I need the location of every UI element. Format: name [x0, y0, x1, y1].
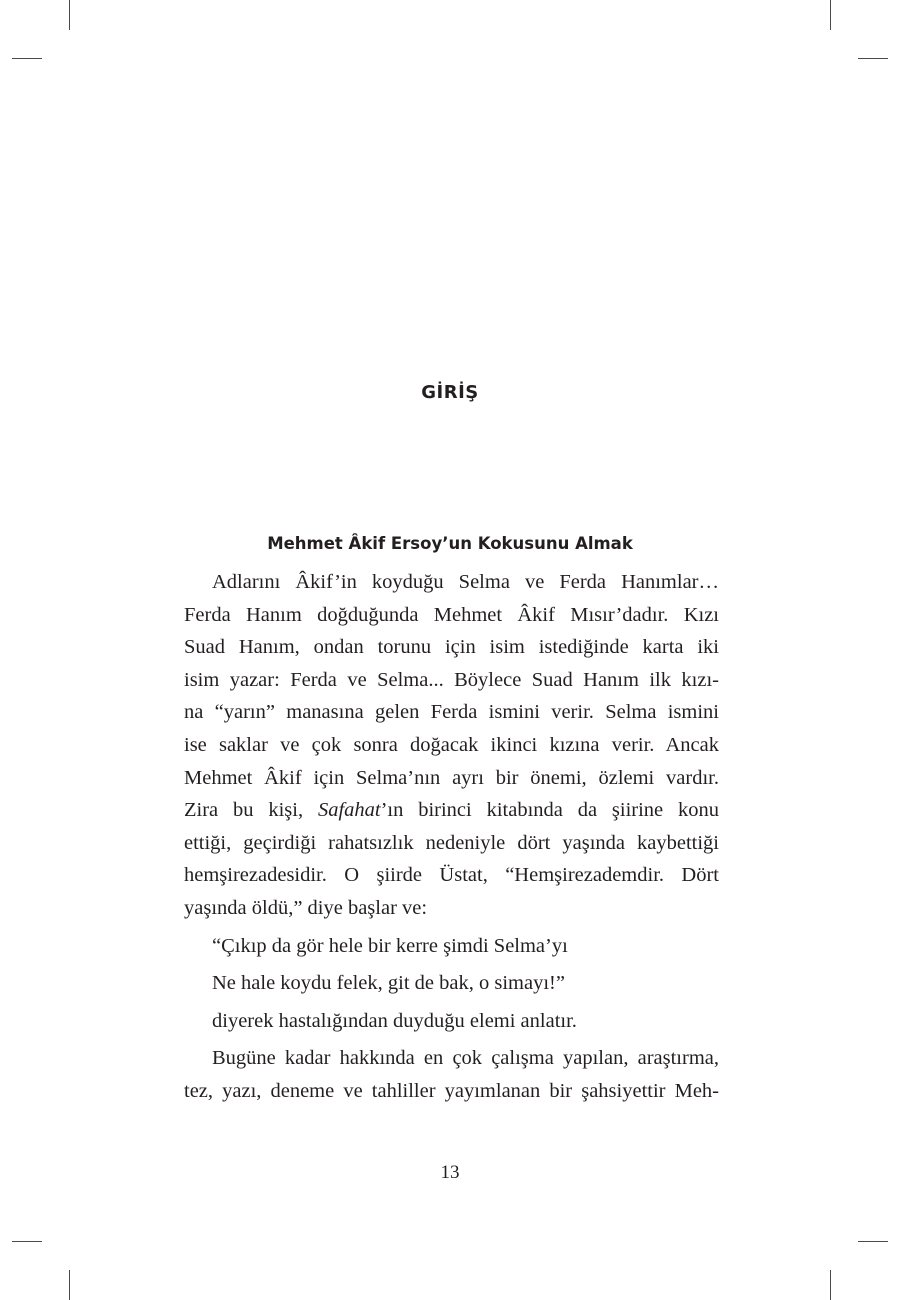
paragraph-line: Bugüne kadar hakkında en çok çalışma yapılan, araştırma, [212, 1047, 719, 1070]
crop-mark-bottom-right [830, 1270, 831, 1300]
section-title: Mehmet Âkif Ersoy’un Kokusunu Almak [267, 534, 633, 553]
text-run: ’ın birinci kitabında da şiirine konu [380, 799, 719, 822]
body-text [184, 566, 719, 1108]
paragraph-line: ettiği, geçirdiği rahatsızlık nedeniyle dört yaşında kaybettiği [184, 831, 719, 854]
paragraph-line [184, 794, 719, 827]
crop-mark-top-right [830, 0, 831, 30]
paragraph-line: Mehmet Âkif için Selma’nın ayrı bir önemi, özlemi vardır. [184, 766, 719, 789]
paragraph-line: tez, yazı, deneme ve tahliller yayımlanan bir şahsiyettir Meh- [184, 1079, 719, 1102]
page-number: 13 [440, 1162, 460, 1183]
paragraph-line: yaşında öldü,” diye başlar ve: [184, 896, 428, 919]
paragraph-line: Ferda Hanım doğduğunda Mehmet Âkif Mısır’dadır. Kızı [184, 603, 719, 626]
paragraph-line: ise saklar ve çok sonra doğacak ikinci kızına verir. Ancak [184, 733, 719, 756]
paragraph-line: na “yarın” manasına gelen Ferda ismini verir. Selma ismini [184, 701, 719, 724]
paragraph-line: Adlarını Âkif’in koyduğu Selma ve Ferda Hanımlar… [212, 571, 719, 593]
crop-mark-bottom-left [69, 1270, 70, 1300]
chapter-title: GİRİŞ [421, 382, 479, 403]
text-run: Zira bu kişi, [184, 799, 318, 822]
continuation-line: diyerek hastalığından duyduğu elemi anlatır. [212, 1009, 577, 1032]
book-title-italic: Safahat [317, 799, 381, 822]
paragraph-line: Suad Hanım, ondan torunu için isim istediğinde karta iki [184, 636, 719, 659]
crop-mark-left-bottom [12, 1241, 42, 1242]
verse-line: “Çıkıp da gör hele bir kerre şimdi Selma’yı [212, 934, 568, 957]
crop-mark-top-left [69, 0, 70, 30]
crop-mark-left-top [12, 58, 42, 59]
paragraph-line: isim yazar: Ferda ve Selma... Böylece Suad Hanım ilk kızı- [184, 668, 719, 691]
crop-mark-right-bottom [858, 1241, 888, 1242]
paragraph-line: hemşirezadesidir. O şiirde Üstat, “Hemşirezademdir. Dört [184, 864, 719, 887]
crop-mark-right-top [858, 58, 888, 59]
verse-line: Ne hale koydu felek, git de bak, o simayı!” [212, 972, 565, 995]
